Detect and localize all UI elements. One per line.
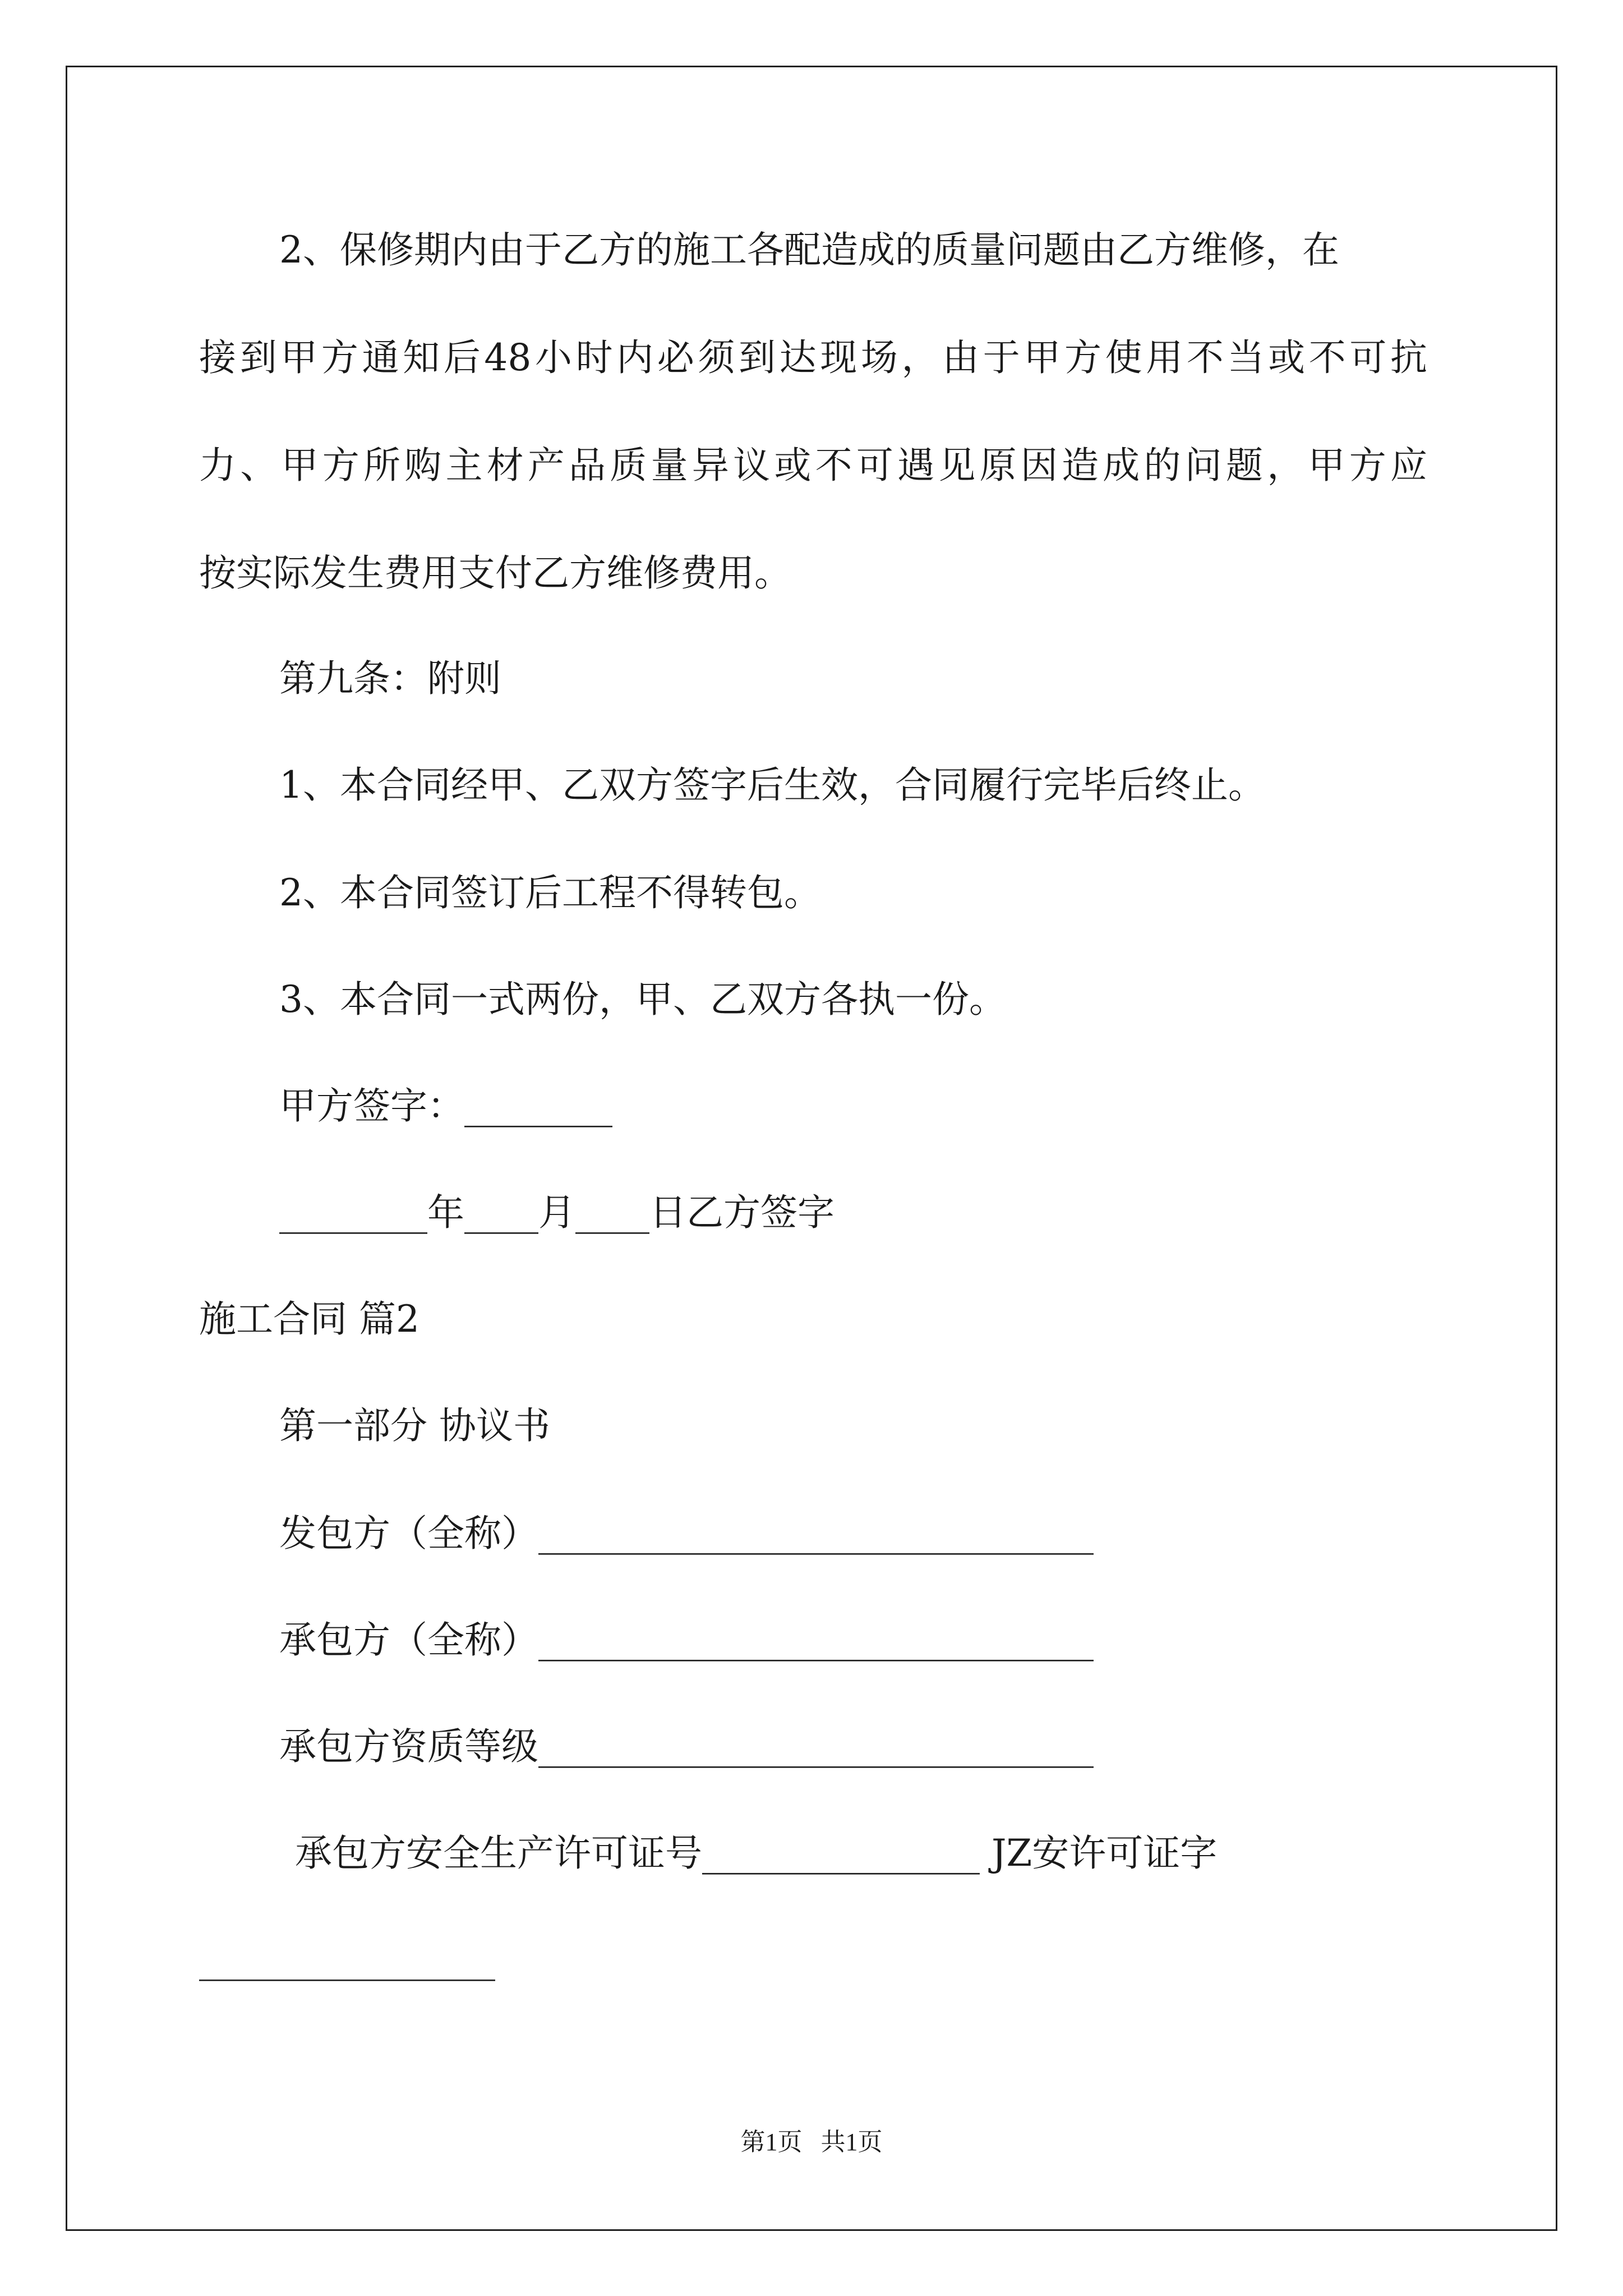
form-field-line: ________________ [199,1938,495,1981]
date-signature-line: ________年____月____日乙方签字 [279,1191,834,1234]
paragraph-line: 2、保修期内由于乙方的施工各配造成的质量问题由乙方维修，在 [279,228,1339,272]
section-heading: 第九条：附则 [279,657,501,700]
form-field-line: 承包方安全生产许可证号_______________ JZ安许可证字 [295,1832,1218,1875]
paragraph-line: 力、甲方所购主材产品质量异议或不可遇见原因造成的问题，甲方应 [199,444,1427,487]
list-item: 2、本合同签订后工程不得转包。 [279,871,821,914]
list-item: 1、本合同经甲、乙双方签字后生效，合同履行完毕后终止。 [279,763,1265,807]
article-title: 施工合同 篇2 [199,1297,419,1341]
list-item: 3、本合同一式两份，甲、乙双方各执一份。 [279,978,1006,1021]
section-heading: 第一部分 协议书 [279,1404,550,1447]
signature-line: 甲方签字：________ [279,1084,612,1128]
paragraph-line: 按实际发生费用支付乙方维修费用。 [199,551,791,595]
form-field-line: 承包方（全称）______________________________ [279,1618,1094,1662]
form-field-line: 发包方（全称）______________________________ [279,1512,1094,1555]
paragraph-line: 接到甲方通知后48小时内必须到达现场，由于甲方使用不当或不可抗 [199,336,1427,379]
form-field-line: 承包方资质等级______________________________ [279,1725,1094,1768]
page-border [66,66,1557,2231]
page-number-footer: 第1页 共1页 [740,2128,883,2156]
